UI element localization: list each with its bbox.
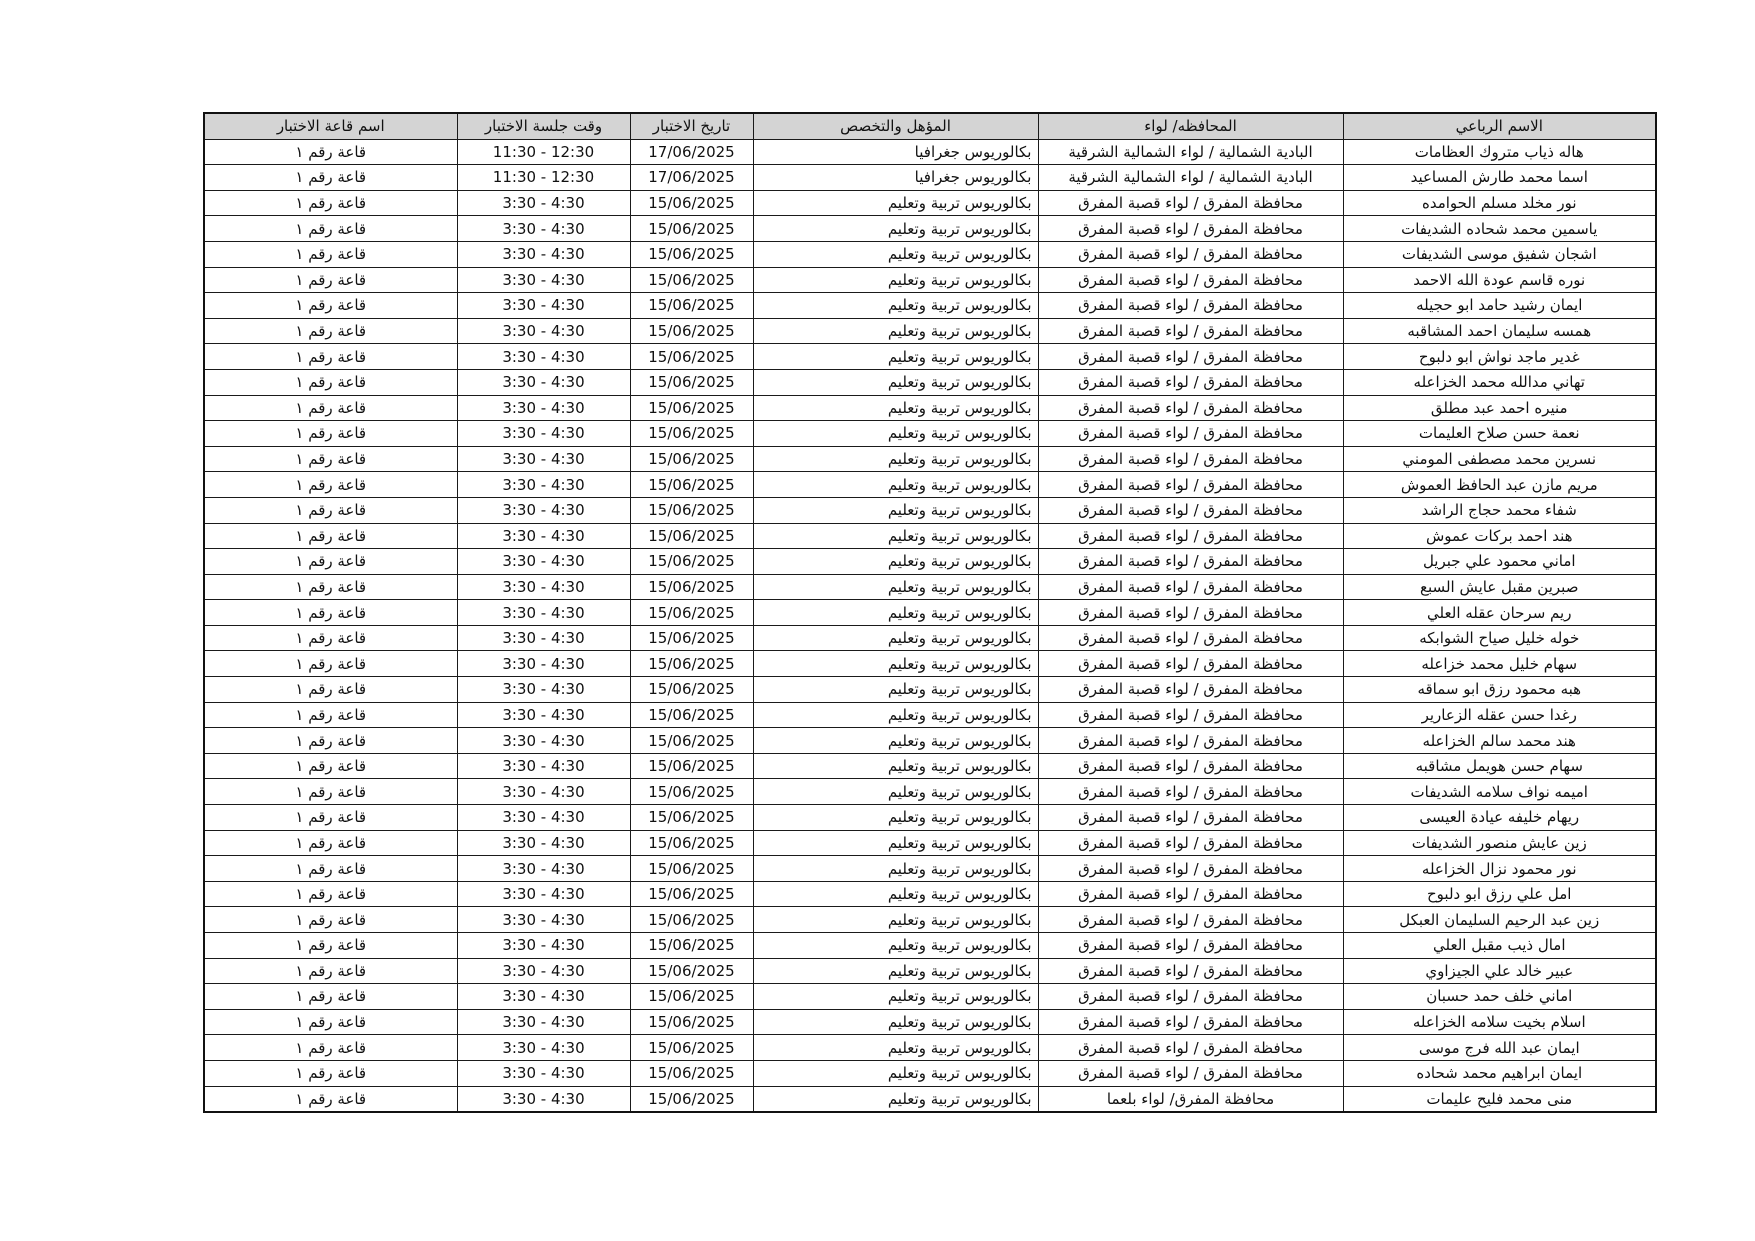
cell-governorate: محافظة المفرق / لواء قصبة المفرق [1038,369,1343,395]
table-row [204,625,1656,651]
cell-hall: قاعة رقم ١ [204,241,457,267]
cell-date: 15/06/2025 [630,472,753,498]
cell-hall: قاعة رقم ١ [204,984,457,1010]
cell-date: 15/06/2025 [630,1009,753,1035]
cell-date: 15/06/2025 [630,805,753,831]
table-row [204,1035,1656,1061]
cell-hall: قاعة رقم ١ [204,625,457,651]
cell-name: زين عايش منصور الشديفات [1343,830,1656,856]
cell-name: ايمان ابراهيم محمد شحاده [1343,1060,1656,1086]
header-qualification: المؤهل والتخصص [753,113,1038,139]
cell-time: 3:30 - 4:30 [457,600,630,626]
cell-hall: قاعة رقم ١ [204,395,457,421]
cell-governorate: محافظة المفرق / لواء قصبة المفرق [1038,395,1343,421]
cell-qualification: بكالوريوس جغرافيا [753,139,1038,165]
cell-hall: قاعة رقم ١ [204,728,457,754]
cell-governorate: محافظة المفرق / لواء قصبة المفرق [1038,216,1343,242]
cell-qualification: بكالوريوس تربية وتعليم [753,702,1038,728]
cell-time: 3:30 - 4:30 [457,677,630,703]
table-row [204,574,1656,600]
cell-time: 3:30 - 4:30 [457,472,630,498]
cell-hall: قاعة رقم ١ [204,830,457,856]
cell-hall: قاعة رقم ١ [204,856,457,882]
cell-qualification: بكالوريوس تربية وتعليم [753,753,1038,779]
cell-qualification: بكالوريوس تربية وتعليم [753,907,1038,933]
cell-hall: قاعة رقم ١ [204,190,457,216]
cell-governorate: محافظة المفرق / لواء قصبة المفرق [1038,856,1343,882]
cell-name: نسرين محمد مصطفى المومني [1343,446,1656,472]
cell-governorate: محافظة المفرق / لواء قصبة المفرق [1038,318,1343,344]
cell-time: 3:30 - 4:30 [457,267,630,293]
cell-time: 3:30 - 4:30 [457,984,630,1010]
cell-date: 15/06/2025 [630,907,753,933]
table-row [204,830,1656,856]
cell-qualification: بكالوريوس تربية وتعليم [753,395,1038,421]
cell-qualification: بكالوريوس تربية وتعليم [753,1035,1038,1061]
cell-qualification: بكالوريوس تربية وتعليم [753,318,1038,344]
cell-time: 3:30 - 4:30 [457,958,630,984]
cell-hall: قاعة رقم ١ [204,549,457,575]
cell-date: 15/06/2025 [630,344,753,370]
cell-name: رغدا حسن عقله الزعارير [1343,702,1656,728]
cell-qualification: بكالوريوس تربية وتعليم [753,216,1038,242]
cell-name: ريم سرحان عقله العلي [1343,600,1656,626]
cell-time: 3:30 - 4:30 [457,446,630,472]
cell-qualification: بكالوريوس تربية وتعليم [753,1086,1038,1112]
cell-hall: قاعة رقم ١ [204,677,457,703]
cell-date: 15/06/2025 [630,702,753,728]
cell-date: 15/06/2025 [630,881,753,907]
table-row [204,395,1656,421]
cell-hall: قاعة رقم ١ [204,446,457,472]
cell-name: سهام خليل محمد خزاعله [1343,651,1656,677]
header-hall: اسم قاعة الاختبار [204,113,457,139]
table-row [204,856,1656,882]
cell-governorate: محافظة المفرق / لواء قصبة المفرق [1038,677,1343,703]
table-row [204,1009,1656,1035]
cell-governorate: محافظة المفرق / لواء قصبة المفرق [1038,472,1343,498]
cell-governorate: محافظة المفرق / لواء قصبة المفرق [1038,651,1343,677]
cell-name: ايمان عبد الله فرج موسى [1343,1035,1656,1061]
cell-hall: قاعة رقم ١ [204,344,457,370]
cell-time: 3:30 - 4:30 [457,216,630,242]
cell-date: 15/06/2025 [630,241,753,267]
cell-governorate: محافظة المفرق / لواء قصبة المفرق [1038,497,1343,523]
table-row [204,651,1656,677]
cell-hall: قاعة رقم ١ [204,1009,457,1035]
cell-time: 11:30 - 12:30 [457,165,630,191]
cell-date: 15/06/2025 [630,267,753,293]
cell-name: اسلام بخيت سلامه الخزاعله [1343,1009,1656,1035]
cell-date: 17/06/2025 [630,139,753,165]
cell-time: 3:30 - 4:30 [457,933,630,959]
cell-qualification: بكالوريوس تربية وتعليم [753,1009,1038,1035]
cell-time: 3:30 - 4:30 [457,1086,630,1112]
table-row [204,139,1656,165]
cell-date: 15/06/2025 [630,421,753,447]
cell-hall: قاعة رقم ١ [204,267,457,293]
header-row [204,113,1656,139]
cell-name: نوره قاسم عودة الله الاحمد [1343,267,1656,293]
cell-name: منى محمد فليح عليمات [1343,1086,1656,1112]
cell-time: 3:30 - 4:30 [457,881,630,907]
table-row [204,293,1656,319]
cell-qualification: بكالوريوس تربية وتعليم [753,472,1038,498]
cell-qualification: بكالوريوس تربية وتعليم [753,293,1038,319]
cell-qualification: بكالوريوس تربية وتعليم [753,600,1038,626]
cell-date: 15/06/2025 [630,190,753,216]
table-row [204,907,1656,933]
table-row [204,702,1656,728]
cell-name: شفاء محمد حجاج الراشد [1343,497,1656,523]
cell-governorate: محافظة المفرق / لواء قصبة المفرق [1038,293,1343,319]
cell-date: 15/06/2025 [630,830,753,856]
cell-qualification: بكالوريوس تربية وتعليم [753,190,1038,216]
cell-time: 3:30 - 4:30 [457,753,630,779]
cell-governorate: محافظة المفرق / لواء قصبة المفرق [1038,753,1343,779]
cell-qualification: بكالوريوس تربية وتعليم [753,497,1038,523]
cell-time: 3:30 - 4:30 [457,190,630,216]
cell-time: 3:30 - 4:30 [457,856,630,882]
cell-qualification: بكالوريوس تربية وتعليم [753,984,1038,1010]
cell-qualification: بكالوريوس تربية وتعليم [753,856,1038,882]
cell-hall: قاعة رقم ١ [204,574,457,600]
cell-time: 3:30 - 4:30 [457,907,630,933]
cell-governorate: محافظة المفرق / لواء قصبة المفرق [1038,779,1343,805]
cell-governorate: محافظة المفرق/ لواء بلعما [1038,1086,1343,1112]
cell-qualification: بكالوريوس تربية وتعليم [753,677,1038,703]
cell-governorate: محافظة المفرق / لواء قصبة المفرق [1038,421,1343,447]
cell-name: صبرين مقبل عايش السبع [1343,574,1656,600]
cell-name: تهاني مدالله محمد الخزاعله [1343,369,1656,395]
cell-hall: قاعة رقم ١ [204,881,457,907]
cell-date: 15/06/2025 [630,1060,753,1086]
cell-name: هند محمد سالم الخزاعله [1343,728,1656,754]
cell-time: 3:30 - 4:30 [457,241,630,267]
cell-qualification: بكالوريوس تربية وتعليم [753,267,1038,293]
table-row [204,318,1656,344]
table-row [204,933,1656,959]
table-row [204,369,1656,395]
cell-date: 15/06/2025 [630,369,753,395]
cell-name: نور مخلد مسلم الحوامده [1343,190,1656,216]
cell-governorate: محافظة المفرق / لواء قصبة المفرق [1038,907,1343,933]
cell-hall: قاعة رقم ١ [204,907,457,933]
cell-date: 15/06/2025 [630,779,753,805]
table-row [204,677,1656,703]
cell-date: 15/06/2025 [630,600,753,626]
cell-hall: قاعة رقم ١ [204,1086,457,1112]
table-row [204,523,1656,549]
cell-qualification: بكالوريوس تربية وتعليم [753,446,1038,472]
table-row [204,165,1656,191]
cell-governorate: محافظة المفرق / لواء قصبة المفرق [1038,1060,1343,1086]
cell-hall: قاعة رقم ١ [204,472,457,498]
table-row [204,1086,1656,1112]
cell-time: 3:30 - 4:30 [457,421,630,447]
cell-time: 3:30 - 4:30 [457,805,630,831]
cell-time: 3:30 - 4:30 [457,1035,630,1061]
cell-date: 15/06/2025 [630,1035,753,1061]
cell-name: امل علي رزق ابو دلبوح [1343,881,1656,907]
cell-hall: قاعة رقم ١ [204,497,457,523]
cell-name: هبه محمود رزق ابو سماقه [1343,677,1656,703]
table-row [204,446,1656,472]
table-row [204,1060,1656,1086]
cell-time: 3:30 - 4:30 [457,523,630,549]
cell-governorate: محافظة المفرق / لواء قصبة المفرق [1038,958,1343,984]
cell-governorate: محافظة المفرق / لواء قصبة المفرق [1038,344,1343,370]
cell-hall: قاعة رقم ١ [204,369,457,395]
cell-hall: قاعة رقم ١ [204,651,457,677]
cell-qualification: بكالوريوس تربية وتعليم [753,421,1038,447]
table-row [204,958,1656,984]
cell-date: 15/06/2025 [630,625,753,651]
table-row [204,267,1656,293]
cell-hall: قاعة رقم ١ [204,523,457,549]
cell-time: 3:30 - 4:30 [457,549,630,575]
cell-time: 3:30 - 4:30 [457,728,630,754]
table-row [204,600,1656,626]
cell-name: ايمان رشيد حامد ابو حجيله [1343,293,1656,319]
cell-governorate: البادية الشمالية / لواء الشمالية الشرقية [1038,139,1343,165]
cell-name: اماني محمود علي جبريل [1343,549,1656,575]
cell-name: مريم مازن عبد الحافظ العموش [1343,472,1656,498]
cell-hall: قاعة رقم ١ [204,933,457,959]
table-row [204,421,1656,447]
cell-hall: قاعة رقم ١ [204,139,457,165]
cell-name: اسما محمد طارش المساعيد [1343,165,1656,191]
cell-time: 3:30 - 4:30 [457,497,630,523]
cell-date: 15/06/2025 [630,728,753,754]
cell-governorate: محافظة المفرق / لواء قصبة المفرق [1038,600,1343,626]
cell-date: 15/06/2025 [630,318,753,344]
cell-name: غدير ماجد نواش ابو دلبوح [1343,344,1656,370]
cell-hall: قاعة رقم ١ [204,421,457,447]
table-row [204,241,1656,267]
cell-qualification: بكالوريوس تربية وتعليم [753,1060,1038,1086]
cell-qualification: بكالوريوس تربية وتعليم [753,344,1038,370]
cell-time: 3:30 - 4:30 [457,369,630,395]
table-header [204,113,1656,139]
table-row [204,216,1656,242]
cell-governorate: محافظة المفرق / لواء قصبة المفرق [1038,523,1343,549]
table-row [204,779,1656,805]
cell-time: 3:30 - 4:30 [457,1009,630,1035]
cell-time: 3:30 - 4:30 [457,293,630,319]
cell-hall: قاعة رقم ١ [204,293,457,319]
cell-name: اشجان شفيق موسى الشديفات [1343,241,1656,267]
cell-governorate: محافظة المفرق / لواء قصبة المفرق [1038,881,1343,907]
cell-name: عبير خالد علي الجيزاوي [1343,958,1656,984]
cell-date: 15/06/2025 [630,856,753,882]
table-row [204,728,1656,754]
cell-date: 15/06/2025 [630,753,753,779]
header-time: وقت جلسة الاختبار [457,113,630,139]
table-row [204,344,1656,370]
cell-name: زين عبد الرحيم السليمان العبكل [1343,907,1656,933]
cell-governorate: محافظة المفرق / لواء قصبة المفرق [1038,984,1343,1010]
cell-date: 15/06/2025 [630,549,753,575]
cell-qualification: بكالوريوس تربية وتعليم [753,549,1038,575]
cell-time: 11:30 - 12:30 [457,139,630,165]
cell-hall: قاعة رقم ١ [204,1060,457,1086]
cell-hall: قاعة رقم ١ [204,1035,457,1061]
cell-governorate: محافظة المفرق / لواء قصبة المفرق [1038,625,1343,651]
cell-hall: قاعة رقم ١ [204,318,457,344]
cell-date: 15/06/2025 [630,958,753,984]
cell-governorate: محافظة المفرق / لواء قصبة المفرق [1038,830,1343,856]
cell-qualification: بكالوريوس تربية وتعليم [753,241,1038,267]
cell-qualification: بكالوريوس تربية وتعليم [753,574,1038,600]
table-row [204,190,1656,216]
cell-qualification: بكالوريوس تربية وتعليم [753,881,1038,907]
header-governorate: المحافظه/ لواء [1038,113,1343,139]
cell-hall: قاعة رقم ١ [204,958,457,984]
cell-time: 3:30 - 4:30 [457,574,630,600]
cell-governorate: محافظة المفرق / لواء قصبة المفرق [1038,805,1343,831]
table-row [204,881,1656,907]
cell-name: منيره احمد عبد مطلق [1343,395,1656,421]
cell-hall: قاعة رقم ١ [204,165,457,191]
cell-qualification: بكالوريوس تربية وتعليم [753,369,1038,395]
cell-hall: قاعة رقم ١ [204,779,457,805]
cell-time: 3:30 - 4:30 [457,1060,630,1086]
cell-hall: قاعة رقم ١ [204,805,457,831]
table-row [204,805,1656,831]
table-row [204,984,1656,1010]
table-row [204,497,1656,523]
cell-name: نعمة حسن صلاح العليمات [1343,421,1656,447]
cell-qualification: بكالوريوس تربية وتعليم [753,830,1038,856]
cell-governorate: محافظة المفرق / لواء قصبة المفرق [1038,728,1343,754]
cell-date: 15/06/2025 [630,293,753,319]
table-row [204,753,1656,779]
cell-hall: قاعة رقم ١ [204,600,457,626]
cell-time: 3:30 - 4:30 [457,625,630,651]
cell-name: نور محمود نزال الخزاعله [1343,856,1656,882]
cell-qualification: بكالوريوس تربية وتعليم [753,625,1038,651]
header-name: الاسم الرباعي [1343,113,1656,139]
cell-date: 15/06/2025 [630,677,753,703]
cell-governorate: محافظة المفرق / لواء قصبة المفرق [1038,241,1343,267]
cell-time: 3:30 - 4:30 [457,779,630,805]
cell-qualification: بكالوريوس تربية وتعليم [753,933,1038,959]
cell-qualification: بكالوريوس تربية وتعليم [753,523,1038,549]
header-date: تاريخ الاختبار [630,113,753,139]
cell-time: 3:30 - 4:30 [457,395,630,421]
cell-date: 15/06/2025 [630,574,753,600]
cell-governorate: محافظة المفرق / لواء قصبة المفرق [1038,574,1343,600]
cell-name: همسه سليمان احمد المشاقبه [1343,318,1656,344]
table-body [204,139,1656,1112]
cell-governorate: محافظة المفرق / لواء قصبة المفرق [1038,549,1343,575]
cell-name: ريهام خليفه عيادة العيسى [1343,805,1656,831]
cell-time: 3:30 - 4:30 [457,830,630,856]
cell-time: 3:30 - 4:30 [457,651,630,677]
table-row [204,472,1656,498]
cell-name: سهام حسن هويمل مشاقبه [1343,753,1656,779]
cell-name: هاله ذياب متروك العظامات [1343,139,1656,165]
cell-name: ياسمين محمد شحاده الشديفات [1343,216,1656,242]
cell-date: 15/06/2025 [630,933,753,959]
cell-time: 3:30 - 4:30 [457,318,630,344]
cell-name: اميمه نواف سلامه الشديفات [1343,779,1656,805]
cell-hall: قاعة رقم ١ [204,753,457,779]
cell-name: امال ذيب مقبل العلي [1343,933,1656,959]
cell-governorate: محافظة المفرق / لواء قصبة المفرق [1038,446,1343,472]
cell-time: 3:30 - 4:30 [457,702,630,728]
cell-governorate: محافظة المفرق / لواء قصبة المفرق [1038,702,1343,728]
cell-date: 15/06/2025 [630,651,753,677]
cell-qualification: بكالوريوس تربية وتعليم [753,728,1038,754]
cell-qualification: بكالوريوس تربية وتعليم [753,958,1038,984]
cell-date: 15/06/2025 [630,1086,753,1112]
cell-governorate: محافظة المفرق / لواء قصبة المفرق [1038,1035,1343,1061]
cell-date: 15/06/2025 [630,984,753,1010]
cell-governorate: محافظة المفرق / لواء قصبة المفرق [1038,933,1343,959]
cell-hall: قاعة رقم ١ [204,216,457,242]
table-row [204,549,1656,575]
cell-date: 15/06/2025 [630,395,753,421]
cell-qualification: بكالوريوس تربية وتعليم [753,779,1038,805]
cell-governorate: محافظة المفرق / لواء قصبة المفرق [1038,1009,1343,1035]
cell-name: اماني خلف حمد حسبان [1343,984,1656,1010]
exam-schedule-table [203,112,1657,1113]
cell-qualification: بكالوريوس تربية وتعليم [753,805,1038,831]
cell-governorate: محافظة المفرق / لواء قصبة المفرق [1038,190,1343,216]
cell-governorate: البادية الشمالية / لواء الشمالية الشرقية [1038,165,1343,191]
cell-name: خوله خليل صياح الشوابكه [1343,625,1656,651]
cell-date: 15/06/2025 [630,523,753,549]
cell-governorate: محافظة المفرق / لواء قصبة المفرق [1038,267,1343,293]
cell-date: 15/06/2025 [630,497,753,523]
cell-time: 3:30 - 4:30 [457,344,630,370]
cell-date: 15/06/2025 [630,216,753,242]
cell-qualification: بكالوريوس تربية وتعليم [753,651,1038,677]
cell-name: هند احمد بركات عموش [1343,523,1656,549]
cell-date: 15/06/2025 [630,446,753,472]
cell-date: 17/06/2025 [630,165,753,191]
cell-qualification: بكالوريوس جغرافيا [753,165,1038,191]
cell-hall: قاعة رقم ١ [204,702,457,728]
